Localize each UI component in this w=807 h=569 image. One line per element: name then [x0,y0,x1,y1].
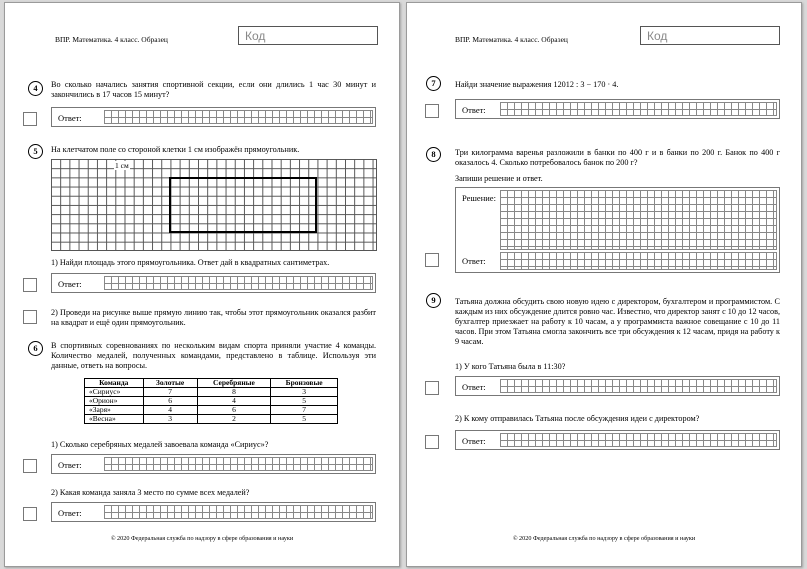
table-row [85,406,338,415]
table-cell: 4 [197,397,271,406]
page-header-title: ВПР. Математика. 4 класс. Образец [455,35,568,44]
answer-cells[interactable] [500,433,777,447]
task-instruction: Запиши решение и ответ. [455,174,543,183]
kod-field[interactable]: Код [238,26,378,45]
task-text: Татьяна должна обсудить свою новую идею с директором, бухгалтером и программистом. С каждым из них обсуждение длится ровно час. Известно, что директор занят с 10 до 12 часов, бухгалтер приезжает на работу к 10 часам, а у программиста важное совещание с 10 до 11 часов. При этом Татьяна смогла закончить все три обсуждения к 12 часам, придя на работу к 9 часам. [455,297,780,346]
team-cell: «Орион» [85,397,144,406]
answer-box[interactable] [455,376,780,396]
task-question: 1) Найди площадь этого прямоугольника. Ответ дай в квадратных сантиметрах. [51,258,330,267]
answer-label: Ответ: [58,113,82,123]
score-box [425,104,439,118]
table-cell: 7 [143,388,197,397]
table-row [85,415,338,424]
column-header: Золотые [143,379,197,388]
task-question: 1) Сколько серебряных медалей завоевала команда «Сириус»? [51,440,269,449]
answer-label: Ответ: [58,508,82,518]
answer-cells[interactable] [500,102,777,116]
answer-box[interactable] [51,273,376,293]
score-box [23,278,37,292]
answer-cells[interactable] [104,110,373,124]
table-cell: 7 [271,406,338,415]
answer-cells[interactable] [104,276,373,290]
score-box [23,310,37,324]
answer-box[interactable] [51,454,376,474]
answer-label: Ответ: [58,279,82,289]
answer-label: Ответ: [462,382,486,392]
answer-box[interactable] [51,502,376,522]
worksheet-page-1 [4,2,400,567]
score-box [23,112,37,126]
solution-box[interactable] [455,187,780,273]
score-box [425,381,439,395]
score-box [425,435,439,449]
task-number: 4 [28,81,43,96]
medals-table [84,378,338,424]
task-text: Во сколько начались занятия спортивной секции, если они длились 1 час 30 минут и закончились в 17 часов 15 минут? [51,80,376,99]
table-header-row [85,379,338,388]
answer-cells[interactable] [104,457,373,471]
answer-cells[interactable] [500,379,777,393]
table-cell: 4 [143,406,197,415]
answer-label: Ответ: [462,436,486,446]
table-cell: 5 [271,397,338,406]
answer-label: Ответ: [58,460,82,470]
table-cell: 6 [197,406,271,415]
column-header: Команда [85,379,144,388]
table-row [85,397,338,406]
task-text: В спортивных соревнованиях по нескольким видам спорта приняли участие 4 команды. Количество медалей, полученных командами, представлено в таблице. Используя эти данные, ответь на вопросы. [51,341,376,370]
rectangle-figure [169,177,317,233]
answer-label: Ответ: [462,105,486,115]
table-cell: 2 [197,415,271,424]
answer-box[interactable] [51,107,376,127]
score-box [425,253,439,267]
score-box [23,507,37,521]
cell-size-label: 1 см [115,161,129,170]
task-number: 6 [28,341,43,356]
checkered-field[interactable] [51,159,377,251]
task-number: 7 [426,76,441,91]
page-footer: © 2020 Федеральная служба по надзору в сфере образования и науки [512,535,696,542]
answer-box[interactable] [455,430,780,450]
task-text: На клетчатом поле со стороной клетки 1 см изображён прямоугольник. [51,145,300,154]
task-question: 2) К кому отправилась Татьяна после обсуждения идеи с директором? [455,414,700,423]
table-cell: 8 [197,388,271,397]
answer-cells[interactable] [500,252,777,270]
team-cell: «Сириус» [85,388,144,397]
task-question: 1) У кого Татьяна была в 11:30? [455,362,566,371]
team-cell: «Заря» [85,406,144,415]
column-header: Бронзовые [271,379,338,388]
table-cell: 6 [143,397,197,406]
table-cell: 3 [143,415,197,424]
task-number: 5 [28,144,43,159]
task-text: Три килограмма варенья разложили в банки по 400 г и в банки по 200 г. Банок по 400 г оказалось 4. Сколько потребовалось банок по 200 г? [455,148,780,167]
table-cell: 5 [271,415,338,424]
task-question: 2) Проведи на рисунке выше прямую линию так, чтобы этот прямоугольник оказался разбит на квадрат и ещё один прямоугольник. [51,308,376,327]
answer-cells[interactable] [104,505,373,519]
page-footer: © 2020 Федеральная служба по надзору в сфере образования и науки [110,535,294,542]
task-number: 8 [426,147,441,162]
solution-label: Решение: [462,193,496,203]
task-text: Найди значение выражения 12012 : 3 − 170 · 4. [455,80,619,89]
table-row [85,388,338,397]
solution-cells[interactable] [500,190,777,250]
task-question: 2) Какая команда заняла 3 место по сумме всех медалей? [51,488,250,497]
team-cell: «Весна» [85,415,144,424]
task-number: 9 [426,293,441,308]
score-box [23,459,37,473]
worksheet-page-2 [406,2,802,567]
page-header-title: ВПР. Математика. 4 класс. Образец [55,35,168,44]
column-header: Серебряные [197,379,271,388]
answer-label: Ответ: [462,256,486,266]
table-cell: 3 [271,388,338,397]
kod-field[interactable]: Код [640,26,780,45]
answer-box[interactable] [455,99,780,119]
